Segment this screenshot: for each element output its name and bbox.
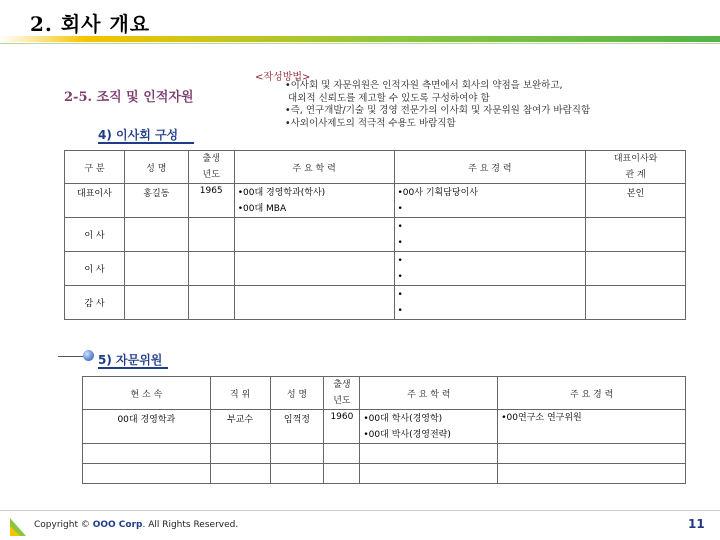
advisory-subheading: 5) 자문위원 <box>98 353 163 367</box>
board-cell-name <box>124 286 188 320</box>
advisory-cell-position <box>210 444 270 464</box>
edu-item: •00대 MBA <box>237 203 287 214</box>
board-subheading: 4) 이사회 구성 <box>98 128 179 142</box>
copyright-suffix: . All Rights Reserved. <box>142 520 239 530</box>
board-header-birth: 출생 년도 <box>188 151 234 184</box>
page-number: 11 <box>688 517 705 531</box>
board-cell-role: 대표이사 <box>65 184 125 218</box>
advisory-header-name: 성 명 <box>270 377 324 410</box>
board-header-career: 주 요 경 력 <box>394 151 586 184</box>
advisory-header-birth: 출생 년도 <box>324 377 360 410</box>
brand-name: OOO Corp <box>92 520 143 530</box>
board-cell-birth <box>188 286 234 320</box>
board-header-role: 구 분 <box>65 151 125 184</box>
table-row <box>65 286 686 320</box>
method-line: •즉, 연구개발/기술 및 경영 전문가의 이사회 및 자문위원 참여가 바람직함 <box>285 105 591 116</box>
title-divider <box>0 43 720 44</box>
advisory-header-position: 직 위 <box>210 377 270 410</box>
page-title: 2. 회사 개요 <box>30 12 151 36</box>
table-row <box>83 464 686 484</box>
advisory-table <box>82 376 686 484</box>
method-line: 대외적 신뢰도를 제고할 수 있도록 구성하여야 함 <box>285 92 490 104</box>
advisory-cell-career <box>498 464 686 484</box>
advisory-cell-edu <box>360 410 498 444</box>
board-cell-career <box>394 184 586 218</box>
board-cell-birth <box>188 252 234 286</box>
advisory-cell-edu <box>360 464 498 484</box>
advisory-cell-org <box>83 444 211 464</box>
board-cell-career <box>394 218 586 252</box>
career-item: • <box>397 237 403 248</box>
copyright-text <box>34 520 238 530</box>
board-table <box>64 150 686 320</box>
edu-item: •00대 박사(경영전략) <box>363 429 451 440</box>
board-cell-relation: 본인 <box>586 184 686 218</box>
table-row <box>83 410 686 444</box>
board-header-edu: 주 요 학 력 <box>234 151 394 184</box>
advisory-cell-career <box>498 444 686 464</box>
edu-item: •00대 학사(경영학) <box>363 413 443 424</box>
footer-divider <box>0 510 720 511</box>
advisory-cell-edu <box>360 444 498 464</box>
career-item: • <box>397 221 403 232</box>
method-line: •사외이사제도의 적극적 수용도 바람직함 <box>285 117 456 129</box>
board-cell-edu <box>234 252 394 286</box>
board-cell-career <box>394 286 586 320</box>
board-cell-career <box>394 252 586 286</box>
career-item: •00사 기획담당이사 <box>397 187 478 198</box>
table-row <box>83 444 686 464</box>
board-cell-name <box>124 252 188 286</box>
advisory-header-career: 주 요 경 력 <box>498 377 686 410</box>
advisory-header-org: 현 소 속 <box>83 377 211 410</box>
career-item: • <box>397 255 403 266</box>
board-subheading-underline <box>98 142 194 144</box>
career-item: • <box>397 203 403 214</box>
advisory-header-row <box>83 377 686 410</box>
board-cell-role: 감 사 <box>65 286 125 320</box>
advisory-cell-position <box>210 464 270 484</box>
advisory-cell-org: 00대 경영학과 <box>83 410 211 444</box>
method-title: <작성방법> <box>255 72 311 83</box>
table-row <box>65 218 686 252</box>
board-cell-relation <box>586 252 686 286</box>
board-cell-role: 이 사 <box>65 252 125 286</box>
advisory-cell-name <box>270 444 324 464</box>
method-line: •이사회 및 자문위원은 인적자원 측면에서 회사의 약점을 보완하고, <box>285 80 563 91</box>
career-item: • <box>397 271 403 282</box>
board-header-name: 성 명 <box>124 151 188 184</box>
advisory-cell-org <box>83 464 211 484</box>
board-cell-relation <box>586 218 686 252</box>
advisory-cell-position: 부교수 <box>210 410 270 444</box>
edu-item: •00대 경영학과(학사) <box>237 187 326 198</box>
advisory-subheading-underline <box>98 367 168 369</box>
board-cell-name: 홍길동 <box>124 184 188 218</box>
advisory-cell-birth <box>324 444 360 464</box>
table-row <box>65 252 686 286</box>
advisory-cell-birth <box>324 464 360 484</box>
title-accent-bar <box>0 36 720 42</box>
board-header-row <box>65 151 686 184</box>
section-heading: 2-5. 조직 및 인적자원 <box>64 90 194 105</box>
copyright-prefix: Copyright © <box>34 520 93 530</box>
board-header-relation: 대표이사와 관 계 <box>586 151 686 184</box>
table-row <box>65 184 686 218</box>
corner-logo-icon <box>10 512 26 536</box>
advisory-cell-name <box>270 464 324 484</box>
board-cell-name <box>124 218 188 252</box>
advisory-header-edu: 주 요 학 력 <box>360 377 498 410</box>
board-cell-birth: 1965 <box>188 184 234 218</box>
career-item: •00연구소 연구위원 <box>501 413 582 423</box>
bullet-icon <box>83 350 94 361</box>
board-cell-edu <box>234 184 394 218</box>
board-cell-edu <box>234 286 394 320</box>
advisory-cell-career <box>498 410 686 444</box>
advisory-cell-name: 임꺽정 <box>270 410 324 444</box>
board-cell-role: 이 사 <box>65 218 125 252</box>
board-cell-birth <box>188 218 234 252</box>
advisory-cell-birth: 1960 <box>324 410 360 444</box>
board-cell-edu <box>234 218 394 252</box>
career-item: • <box>397 289 403 300</box>
method-list <box>285 80 590 130</box>
career-item: • <box>397 305 403 316</box>
board-cell-relation <box>586 286 686 320</box>
